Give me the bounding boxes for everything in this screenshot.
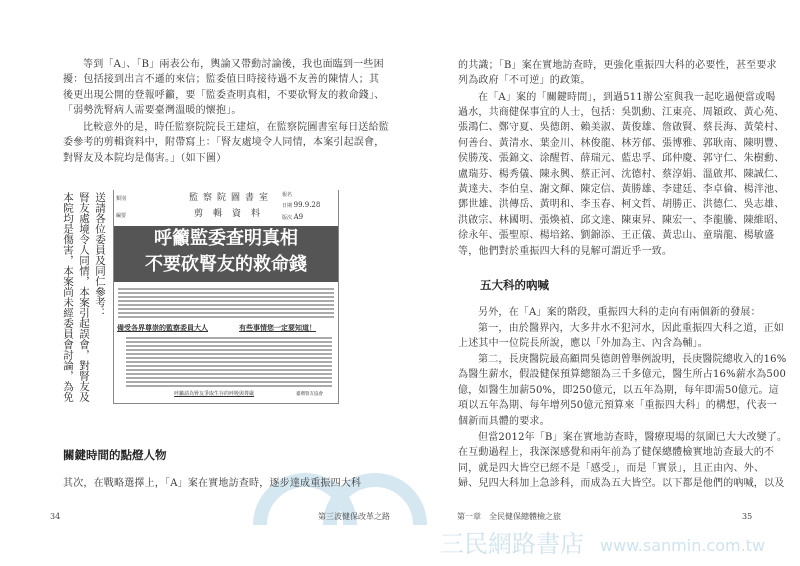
clipping-header-sub: 剪輯資料 (194, 209, 271, 219)
clipping-body-text (126, 357, 332, 359)
clipping-body-text (126, 365, 332, 367)
handwritten-note (60, 192, 108, 406)
clipping-body-text (126, 349, 332, 351)
text-line: 等到「A」、「B」兩表公布，輿論又帶動討論後，我也面臨到一些困 (83, 58, 384, 70)
text-line: 個新而具體的要求。 (458, 415, 550, 427)
clipping-body-text (118, 312, 334, 314)
label: 日期 (282, 203, 293, 209)
text-line: 比較意外的是，時任監察院院長王建煊，在監察院圖書室每日送給監 (83, 121, 389, 133)
text-line: 其次，在戰略選擇上，「A」案在實地訪查時，逐步達成重振四大科 (63, 477, 362, 489)
text-line: 盧瑞芬、楊秀儀、陳永興、蔡正河、沈德村、蔡淳娟、溫啟邦、陳誠仁、 (458, 168, 785, 180)
text-line: 項以五年為期、每年增列50億元預算來「重振四大科」的構想，代表一 (458, 400, 778, 411)
clipping-body-text (126, 345, 332, 347)
date-value: 99.9.28 (293, 201, 321, 209)
text-line: 在互動過程上，我深深感覺和兩年前為了健保總體檢實地訪查最大的不 (458, 447, 775, 458)
label: 報名 (282, 192, 293, 198)
clipping-body-text (126, 361, 332, 363)
clipping-headline (114, 226, 338, 282)
text-line: 張鴻仁、鄭守夏、吳德朗、賴美淑、黃俊雄、詹啟賢、蔡長海、黃榮村、 (458, 122, 785, 134)
page-value: A9 (293, 213, 304, 221)
text-line: 過水，共商健保事宜的人士，包括：吳凱勳、江東亮、周穎政、黃心苑、 (458, 106, 785, 118)
text-line: 億，如醫生加薪50%，即250億元，以五年為期，每年即需50億元。這 (458, 384, 779, 396)
handwritten-note-line: 送請各位委員及同仁參考： (94, 192, 106, 318)
clipping-body-text (118, 296, 334, 298)
clipping-body-text (126, 373, 332, 375)
text-line: 第一，由於醫界內，大多井水不犯河水，因此重振四大科之道，正如 (478, 322, 784, 334)
clipping-body-text (118, 292, 334, 294)
text-line: 「弱勢洗腎病人需要臺灣溫暖的懷抱」。 (63, 105, 242, 116)
clipping-subheading: 有些事情您一定要知道！ (239, 324, 316, 332)
text-line: 對腎友及本院均是傷害。」（如下圖） (63, 152, 227, 164)
page-number: 35 (742, 512, 753, 521)
text-line: 黃達夫、李伯皇、謝文輝、陳定信、黃勝雄、李建廷、李卓倫、楊泮池、 (458, 183, 785, 195)
running-title: 第三波健保改革之路 (318, 512, 390, 521)
clipping-body-text (118, 308, 334, 310)
clipping-body-text (126, 377, 332, 379)
clipping-body-text (118, 316, 334, 318)
clipping-body-text (118, 288, 334, 290)
running-title: 第一章 全民健保總體檢之旅 (457, 512, 561, 521)
clipping-body-text (126, 385, 332, 387)
label: 版次 (282, 215, 293, 221)
text-line: 的共識；「B」案在實地訪查時，更強化重振四大科的必要性，甚至要求 (458, 59, 777, 71)
text-line: 上述其中一位院長所說，應以「外加為主、內含為輔」。 (458, 338, 708, 349)
text-line: 後更出現公開的登報呼籲，要「監委查明真相，不要砍腎友的救命錢」、 (63, 89, 385, 101)
text-line: 委參考的剪輯資料中，附帶寫上：「腎友處境令人同情，本案引起誤會， (63, 137, 385, 148)
clipping-body-text (126, 369, 332, 371)
clipping-body-text (126, 337, 332, 339)
text-line: 在「A」案的「關鍵時間」，到過511辦公室與我一起吃過便當或喝 (478, 91, 776, 103)
text-line: 等，他們對於重振四大科的見解可謂近乎一致。 (458, 245, 673, 257)
text-line: 但當2012年「B」案在實地訪查時，醫療現場的氛圍已大大改變了。 (478, 431, 788, 443)
headline-line: 呼籲監委查明真相 (154, 228, 298, 249)
watermark-url: www.sanmin.com.tw (600, 536, 766, 555)
handwritten-note-line: 本院均是傷害，本案尚未經委員會討論，為免 (62, 192, 74, 402)
clipping-header-title: 監察院圖書室 (189, 193, 274, 203)
watermark-brand: 三民網路書店 (440, 530, 584, 558)
clipping-footer: 臺灣腎友協會 (296, 392, 323, 397)
text-line: 第二，長庚醫院最高顧問吳德朗曾舉例說明，長庚醫院總收入的16% (478, 353, 787, 365)
section-heading: 五大科的吶喊 (480, 278, 549, 292)
clipping-subheading: 備受各界尊崇的監察委員大人 (117, 324, 208, 332)
label: 編要 (116, 213, 127, 219)
text-line: 列為政府「不可逆」的政策。 (458, 75, 591, 86)
clipping (113, 190, 339, 404)
label: 類別 (116, 196, 127, 202)
clipping-body-text (126, 381, 332, 383)
headline-line: 不要砍腎友的救命錢 (145, 254, 307, 275)
text-line: 另外，在「A」案的階段，重振四大科的走向有兩個新的發展： (478, 306, 761, 318)
text-line: 鄧世雄、洪傳岳、黃明和、李玉春、柯文哲、胡勝正、洪德仁、吳志雄、 (458, 199, 785, 211)
clipping-body-text (118, 300, 334, 302)
text-line: 為醫生薪水，假設健保預算總額為三千多億元，醫生所占16%薪水為500 (458, 369, 787, 380)
clipping-body-text (126, 353, 332, 355)
clipping-body-text (118, 304, 334, 306)
text-line: 同，就是四大皆空已經不是「感受」，而是「實景」，且正由內、外、 (458, 462, 765, 474)
text-line: 擾：包括接到出言不遜的來信；監委值日時接待過不友善的陳情人；其 (63, 74, 380, 85)
clipping-footer: 呼籲請為腎友爭取生存的呼吸與尊嚴 (174, 391, 255, 397)
text-line: 侯勝茂、張錦文、涂醒哲、薛瑞元、藍忠孚、邱仲慶、郭守仁、朱樹勳、 (458, 153, 785, 165)
text-line: 徐永年、張聖原、楊培銘、劉錦添、王正儀、黃忠山、童瑞龍、楊敏盛 (458, 230, 775, 242)
handwritten-note-line: 腎友處境令人同情，本案引起誤會，對腎友及 (78, 192, 90, 402)
text-line: 洪啟宗、林國明、張煥禎、邱文達、陳東昇、陳宏一、李龍騰、陳維昭、 (458, 214, 785, 226)
page-number: 34 (50, 512, 61, 521)
text-line: 何善台、黃清水、葉金川、林俊龍、林芳郁、張博雅、郭耿南、陳明豐、 (458, 137, 785, 149)
text-line: 婦、兒四大科加上急診科，而成為五大皆空。以下都是他們的吶喊，以及 (458, 478, 785, 489)
section-heading: 關鍵時間的點燈人物 (63, 448, 167, 462)
clipping-body-text (126, 341, 332, 343)
